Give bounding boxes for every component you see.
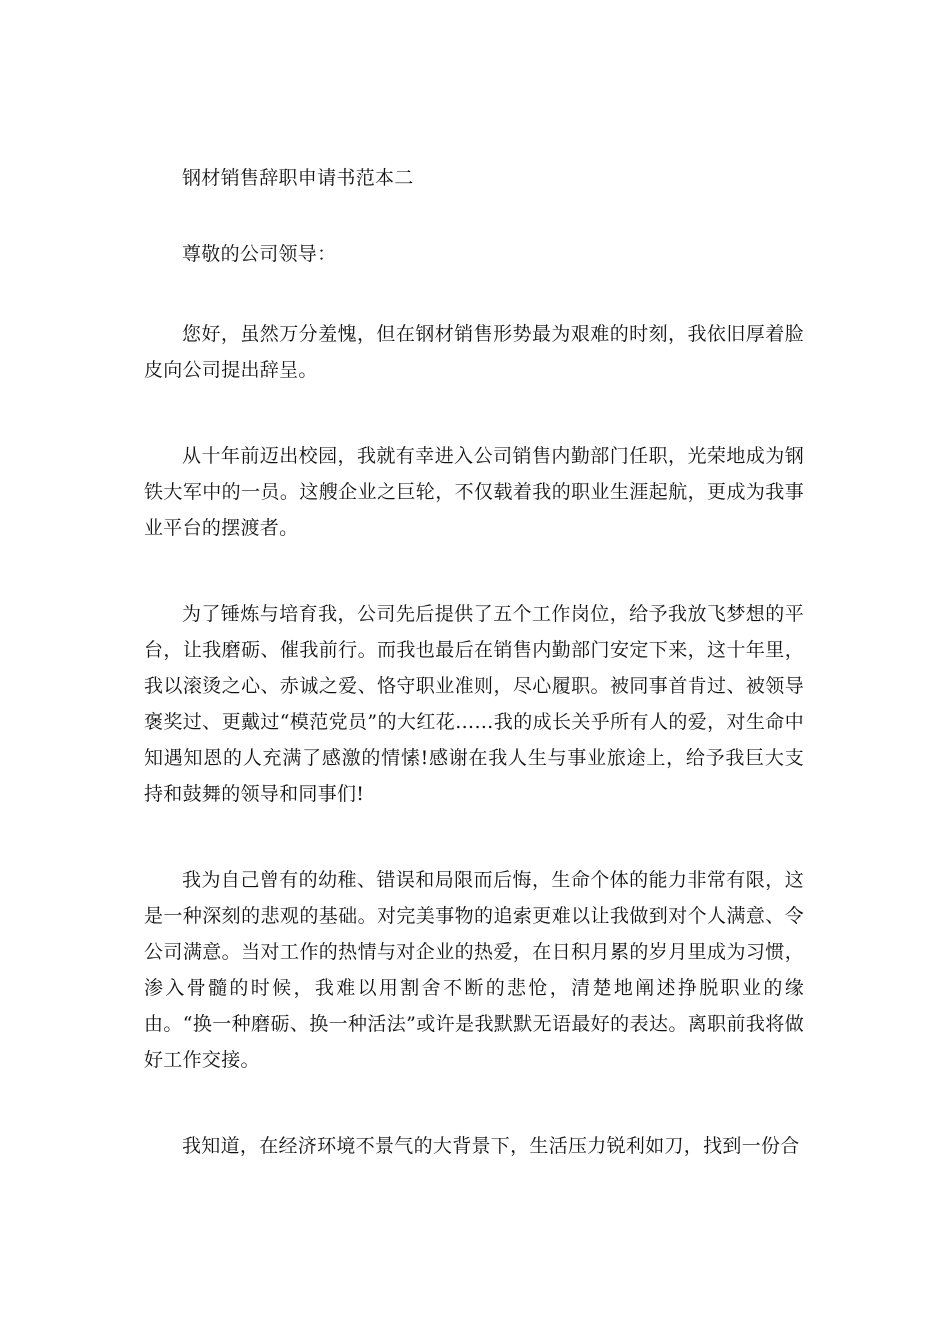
document-title: 钢材销售辞职申请书范本二 — [182, 167, 414, 189]
paragraph: 您好，虽然万分羞愧，但在钢材销售形势最为艰难的时刻，我依旧厚着脸皮向公司提出辞呈。 — [144, 323, 804, 381]
paragraph: 我知道，在经济环境不景气的大背景下，生活压力锐利如刀，找到一份合 — [182, 1135, 800, 1157]
paragraph: 我为自己曾有的幼稚、错误和局限而后悔，生命个体的能力非常有限，这是一种深刻的悲观的基础。对完美事物的追索更难以让我做到对个人满意、令公司满意。当对工作的热情与对企业的热爱，在日积月累的岁月里成为习惯，渗入骨髓的时候，我难以用割舍不断的悲怆，清楚地阐述挣脱职业的缘由。“换一种磨砺、换一种活法”或许是我默默无语最好的表达。离职前我将做好工作交接。 — [144, 869, 804, 1071]
salutation: 尊敬的公司领导： — [182, 243, 337, 265]
paragraph: 从十年前迈出校园，我就有幸进入公司销售内勤部门任职，光荣地成为钢铁大军中的一员。这艘企业之巨轮，不仅载着我的职业生涯起航，更成为我事业平台的摆渡者。 — [144, 445, 804, 539]
paragraph: 为了锤炼与培育我，公司先后提供了五个工作岗位，给予我放飞梦想的平台，让我磨砺、催我前行。而我也最后在销售内勤部门安定下来，这十年里，我以滚烫之心、赤诚之爱、恪守职业准则，尽心履职。被同事首肯过、被领导褒奖过、更戴过“模范党员”的大红花……我的成长关乎所有人的爱，对生命中知遇知恩的人充满了感激的情愫!感谢在我人生与事业旅途上，给予我巨大支持和鼓舞的领导和同事们! — [144, 603, 804, 805]
document-page — [144, 160, 804, 1164]
